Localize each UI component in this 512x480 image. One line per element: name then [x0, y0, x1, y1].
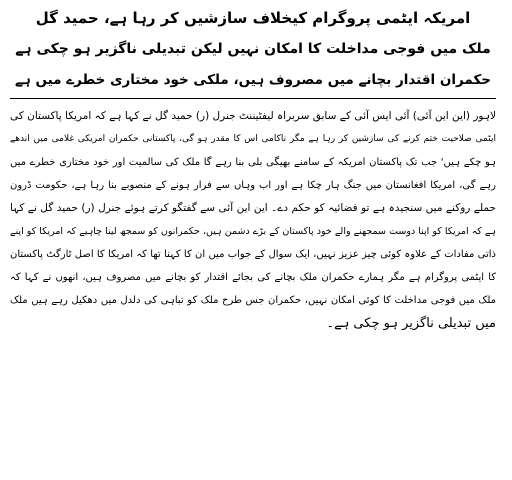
article-body — [10, 105, 496, 335]
headline-block — [10, 4, 496, 94]
body-line: حملے روکنے میں سنجیدہ ہے تو فضائیہ کو حکم دے۔ این این آئی سے گفتگو کرتے ہوئے جنرل (ر) حمید گل نے کہا — [10, 202, 496, 214]
headline-tertiary: حکمران اقتدار بچانے میں مصروف ہیں، ملکی خود مختاری خطرے میں ہے — [14, 72, 492, 88]
body-line-final: میں تبدیلی ناگزیر ہو چکی ہے۔ — [326, 316, 496, 331]
headline-main: امریکہ ایٹمی پروگرام کیخلاف سازشیں کر رہا ہے، حمید گل — [35, 9, 471, 27]
headline-divider — [10, 98, 496, 99]
headline-secondary: ملک میں فوجی مداخلت کا امکان نہیں لیکن تبدیلی ناگزیر ہو چکی ہے — [15, 41, 491, 57]
body-line: ایٹمی صلاحیت ختم کرنے کی سازشیں کر رہا ہے مگر ناکامی اس کا مقدر ہو گی، پاکستانی حکمران امریکی غلامی میں اندھے — [10, 134, 496, 144]
body-line: ملک میں فوجی مداخلت کا کوئی امکان نہیں، حکمران جس طرح ملک کو تباہی کی دلدل میں دھکیل رہے ہیں ملک — [10, 295, 496, 306]
body-line: لاہور (این این آئی) آئی ایس آئی کے سابق سربراہ لیفٹیننٹ جنرل (ر) حمید گل نے کہا ہے کہ امریکا پاکستان کی — [10, 110, 496, 122]
body-line: کا ایٹمی پروگرام ہے مگر ہمارے حکمران ملک بچانے کی بجائے اقتدار کو بچانے میں مصروف ہیں، انھوں نے کہا کہ — [10, 272, 496, 283]
body-line: ہے کہ امریکا کو اپنا دوست سمجھنے والے خود پاکستان کے بڑے دشمن ہیں، حکمرانوں کو سمجھ لینا چاہیے کہ امریکا کو اپنے — [10, 226, 496, 237]
body-line: رہے گی، امریکا افغانستان میں جنگ ہار چکا ہے اور اب وہاں سے فرار ہونے کے منصوبے بنا رہا ہے، حکومت ڈرون — [10, 180, 496, 191]
body-line: ہو چکے ہیں' جب تک پاکستان امریکہ کے سامنے بھیگی بلی بنا رہے گا ملک کی سالمیت اور خود مختاری خطرے میں — [10, 157, 496, 168]
body-line: ذاتی مفادات کے علاوہ کوئی چیز عزیز نہیں، ایک سوال کے جواب میں ان کا کہنا تھا کہ امریکا کا اصل ٹارگٹ پاکستان — [10, 249, 496, 260]
